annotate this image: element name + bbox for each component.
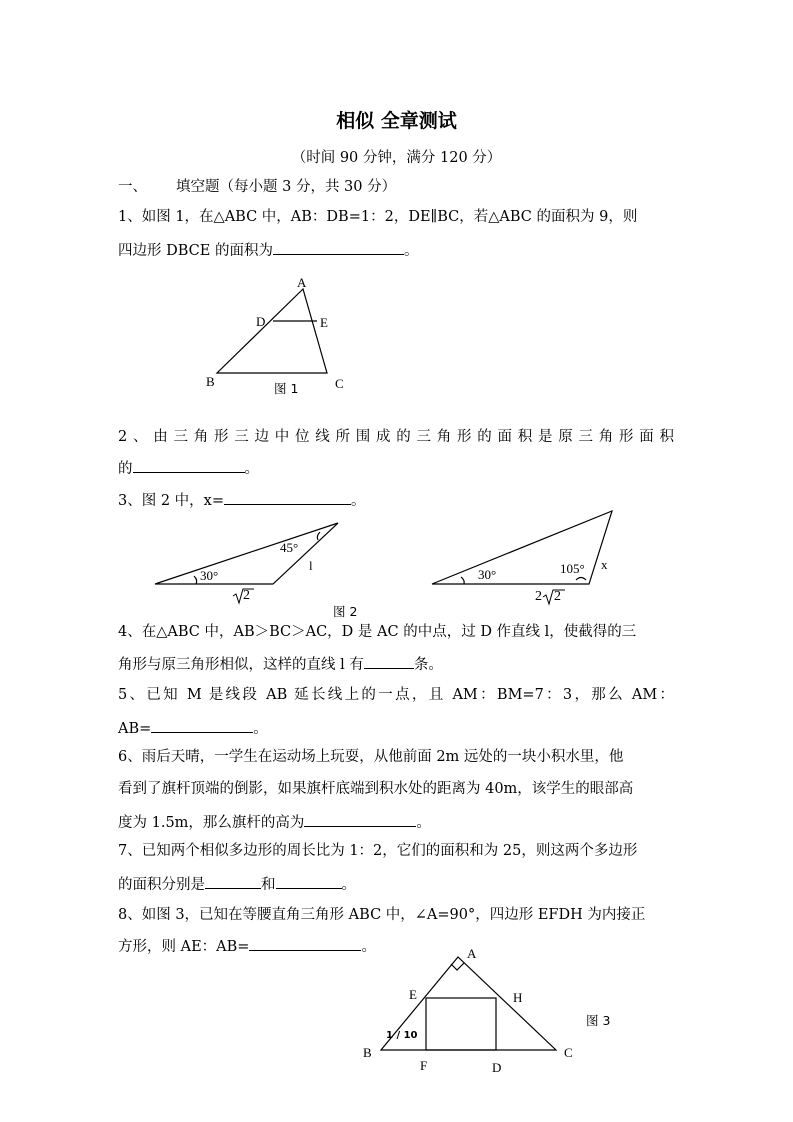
right-angle-mark (451, 963, 464, 970)
fig3-label-b: B (363, 1045, 372, 1060)
question-7-and: 和 (261, 877, 276, 893)
question-6-line-2: 看到了旗杆顶端的倒影，如果旗杆底端到积水处的距离为 40m，该学生的眼部高 (118, 781, 634, 797)
question-2-text: 的 (118, 461, 133, 477)
page-number-stamp: 1 / 10 (386, 1030, 418, 1041)
fig1-label-a: A (297, 275, 307, 290)
question-1-text: 四边形 DBCE 的面积为 (118, 243, 273, 259)
fig2-right-side-x: x (601, 557, 608, 572)
question-3-text: 3、图 2 中，x= (118, 493, 224, 509)
figure-3-caption: 图 3 (586, 1013, 611, 1028)
question-4-line-1: 4、在△ABC 中，AB＞BC＞AC，D 是 AC 的中点，过 D 作直线 l，使截得的三 (118, 624, 637, 640)
figure-2-caption: 图 2 (333, 604, 358, 619)
angle-mark-30-left (194, 576, 197, 584)
question-1-line-1: 1、如图 1，在△ABC 中，AB：DB=1：2，DE∥BC，若△ABC 的面积为 9，则 (118, 209, 638, 225)
fig1-label-d: D (256, 314, 266, 329)
question-5-text: AB= (118, 721, 152, 737)
fig2-left-angle-45: 45° (280, 540, 299, 555)
answer-blank-7a[interactable] (205, 874, 261, 889)
square-efdh (426, 998, 496, 1050)
fig3-label-f: F (420, 1058, 428, 1073)
fig3-label-d: D (492, 1060, 502, 1075)
fig2-left-side-l: l (309, 558, 313, 573)
triangle-right (432, 511, 612, 584)
fig2-right-angle-30: 30° (478, 567, 497, 582)
question-2-end: 。 (244, 461, 259, 477)
question-6-end: 。 (416, 815, 431, 831)
triangle-left (155, 523, 338, 584)
question-8-line-1: 8、如图 3，已知在等腰直角三角形 ABC 中，∠A=90°，四边形 EFDH 为内接正 (118, 907, 646, 923)
question-7-line-2 (118, 874, 356, 894)
angle-mark-105-right (576, 578, 586, 581)
answer-blank-6[interactable] (304, 812, 416, 827)
question-8-end: 。 (361, 939, 376, 955)
triangle-abc (217, 289, 327, 373)
fig2-left-angle-30: 30° (200, 568, 219, 583)
question-5-line-1: 5、已知 M 是线段 AB 延长线上的一点，且 AM：BM=7：3，那么 AM： (118, 687, 674, 703)
question-5-line-2 (118, 718, 268, 738)
figure-1 (217, 289, 327, 373)
answer-blank-2[interactable] (133, 458, 245, 473)
question-7-line-1: 7、已知两个相似多边形的周长比为 1：2，它们的面积和为 25，则这两个多边形 (118, 843, 638, 859)
question-2-line-2 (118, 458, 259, 478)
question-1-end: 。 (403, 243, 419, 259)
fig3-label-a: A (467, 946, 477, 961)
section-number: 一、 (118, 179, 147, 195)
fig1-label-e: E (320, 315, 328, 330)
question-4-text: 角形与原三角形相似，这样的直线 l 有 (118, 657, 364, 673)
answer-blank-4[interactable] (364, 654, 414, 669)
fig3-label-e: E (409, 987, 417, 1002)
question-4-end: 条。 (413, 657, 443, 673)
answer-blank-3[interactable] (224, 490, 351, 505)
fig2-left-radicand: 2 (243, 588, 250, 603)
fig1-label-c: C (335, 376, 344, 391)
question-8-text: 方形，则 AE：AB= (118, 939, 250, 955)
angle-mark-45-left (317, 532, 320, 540)
figure-2-left (155, 523, 338, 584)
question-7-end: 。 (341, 877, 356, 893)
figure-1-caption: 图 1 (274, 381, 299, 396)
question-5-end: 。 (253, 721, 268, 737)
figure-2-right (432, 511, 612, 584)
question-6-line-3 (118, 812, 431, 832)
fig2-right-radicand: 2 (554, 589, 561, 604)
question-3-end: 。 (351, 493, 366, 509)
question-6-text: 度为 1.5m，那么旗杆的高为 (118, 815, 305, 831)
section-heading: 填空题（每小题 3 分，共 30 分） (176, 179, 397, 195)
fig3-label-c: C (564, 1045, 573, 1060)
question-2-line-1: 2、由三角形三边中位线所围成的三角形的面积是原三角形面积 (118, 429, 674, 445)
fig2-right-angle-105: 105° (560, 561, 585, 576)
page-title: 相似 全章测试 (336, 110, 457, 132)
question-4-line-2 (118, 654, 443, 674)
question-8-line-2 (118, 936, 376, 956)
question-6-line-1: 6、雨后天晴，一学生在运动场上玩耍，从他前面 2m 远处的一块小积水里，他 (118, 749, 624, 765)
fig1-label-b: B (206, 374, 215, 389)
question-7-text: 的面积分别是 (118, 877, 205, 893)
answer-blank-5[interactable] (151, 718, 253, 733)
fig2-right-coef: 2 (535, 589, 542, 604)
page-subtitle: （时间 90 分钟，满分 120 分） (291, 150, 502, 166)
answer-blank-7b[interactable] (276, 874, 342, 889)
answer-blank-8[interactable] (249, 936, 361, 951)
fig3-label-h: H (513, 990, 523, 1005)
question-3-line (118, 490, 366, 510)
angle-mark-30-right (461, 577, 464, 584)
